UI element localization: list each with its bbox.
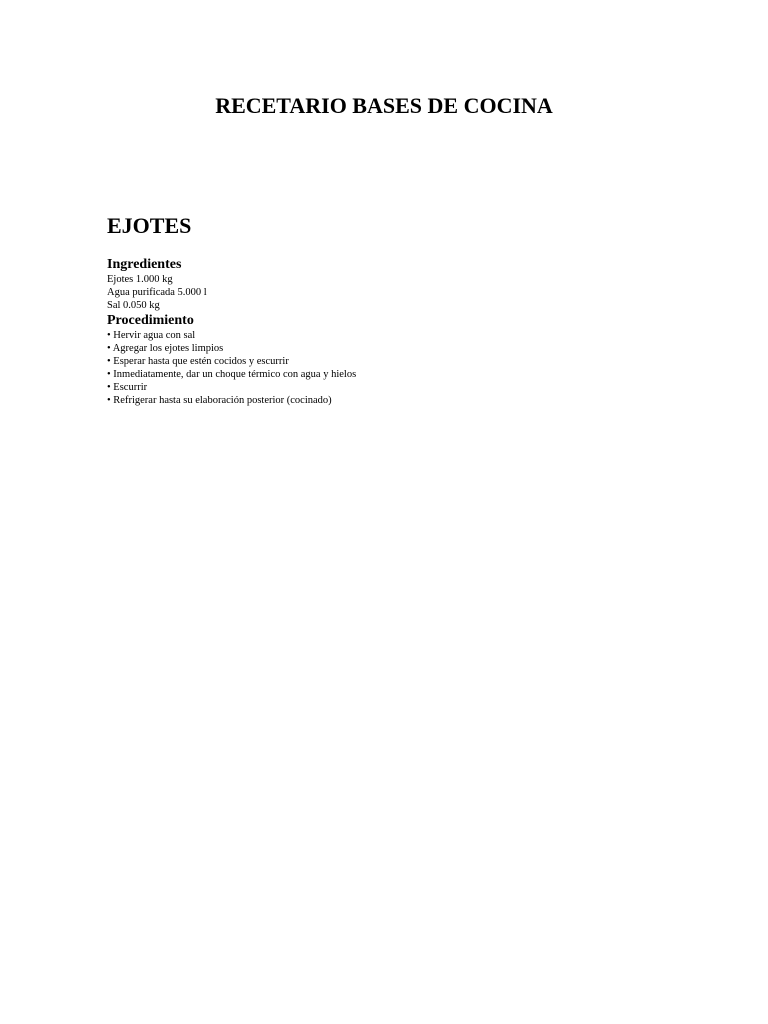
procedure-step: • Escurrir xyxy=(107,382,148,393)
ingredients-heading: Ingredientes xyxy=(107,257,182,272)
procedure-step: • Hervir agua con sal xyxy=(107,330,196,341)
procedure-step: • Esperar hasta que estén cocidos y escurrir xyxy=(107,356,289,367)
procedure-step: • Agregar los ejotes limpios xyxy=(107,343,224,354)
procedure-step: • Inmediatamente, dar un choque térmico con agua y hielos xyxy=(107,369,357,380)
ingredient-item: Ejotes 1.000 kg xyxy=(107,274,173,285)
procedure-heading: Procedimiento xyxy=(107,313,194,328)
procedure-steps-list xyxy=(107,329,367,407)
procedure-step: • Refrigerar hasta su elaboración posterior (cocinado) xyxy=(107,395,332,406)
ingredients-list xyxy=(107,273,367,312)
recipe-section xyxy=(107,212,367,407)
ingredient-item: Sal 0.050 kg xyxy=(107,300,160,311)
document-title: RECETARIO BASES DE COCINA xyxy=(215,93,553,118)
recipe-title: EJOTES xyxy=(107,213,192,238)
ingredient-item: Agua purificada 5.000 l xyxy=(107,287,207,298)
